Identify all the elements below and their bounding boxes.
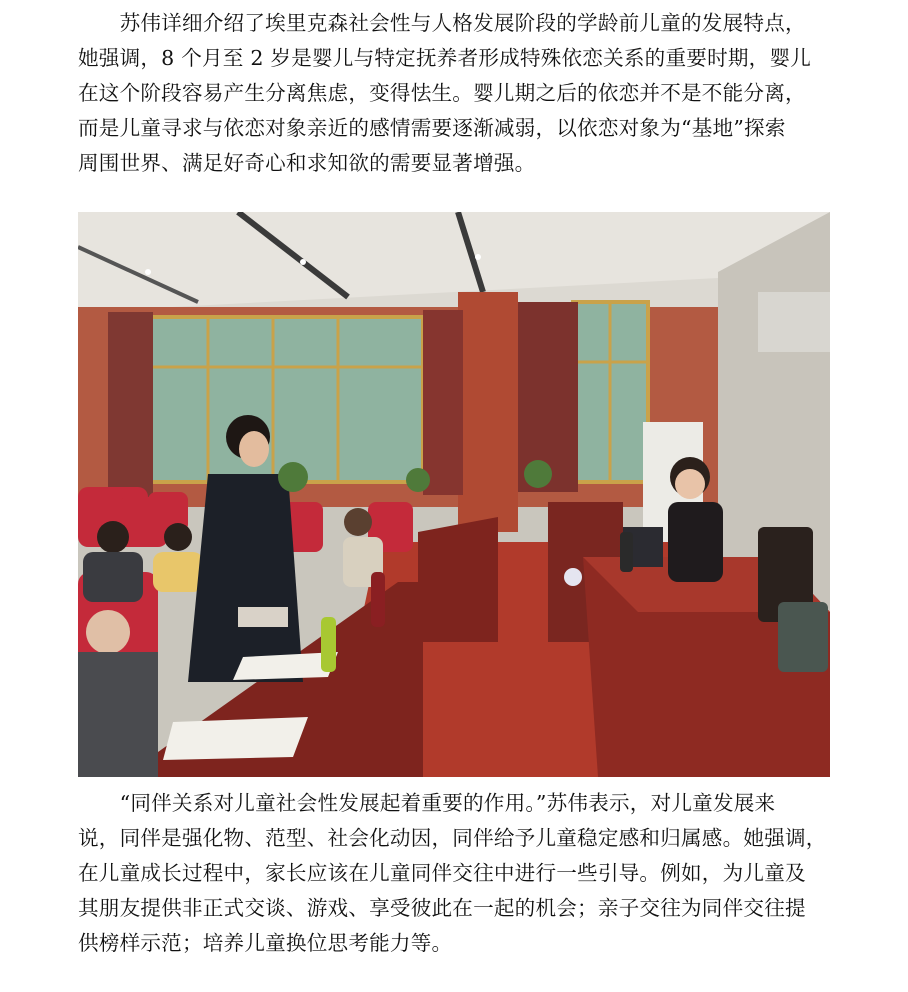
- text-line: 其朋友提供非正式交谈、游戏、享受彼此在一起的机会；亲子交往为同伴交往提: [78, 896, 806, 920]
- article-paragraph-1: [78, 6, 838, 181]
- text-line: 在这个阶段容易产生分离焦虑，变得怯生。婴儿期之后的依恋并不是不能分离，: [78, 81, 806, 105]
- article-paragraph-2: [78, 786, 838, 961]
- text-line: 周围世界、满足好奇心和求知欲的需要显著增强。: [78, 151, 536, 175]
- text-line: 供榜样示范；培养儿童换位思考能力等。: [78, 931, 453, 955]
- text-line: “同伴关系对儿童社会性发展起着重要的作用。”苏伟表示，对儿童发展来: [78, 791, 776, 815]
- lecture-hall-photo: [78, 212, 830, 777]
- text-line: 而是儿童寻求与依恋对象亲近的感情需要逐渐减弱，以依恋对象为“基地”探索: [78, 116, 786, 140]
- text-line: 苏伟详细介绍了埃里克森社会性与人格发展阶段的学龄前儿童的发展特点，: [78, 11, 806, 35]
- text-line: 在儿童成长过程中，家长应该在儿童同伴交往中进行一些引导。例如，为儿童及: [78, 861, 806, 885]
- text-line: 说，同伴是强化物、范型、社会化动因，同伴给予儿童稳定感和归属感。她强调，: [78, 826, 827, 850]
- text-line: 她强调，8 个月至 2 岁是婴儿与特定抚养者形成特殊依恋关系的重要时期，婴儿: [78, 46, 812, 70]
